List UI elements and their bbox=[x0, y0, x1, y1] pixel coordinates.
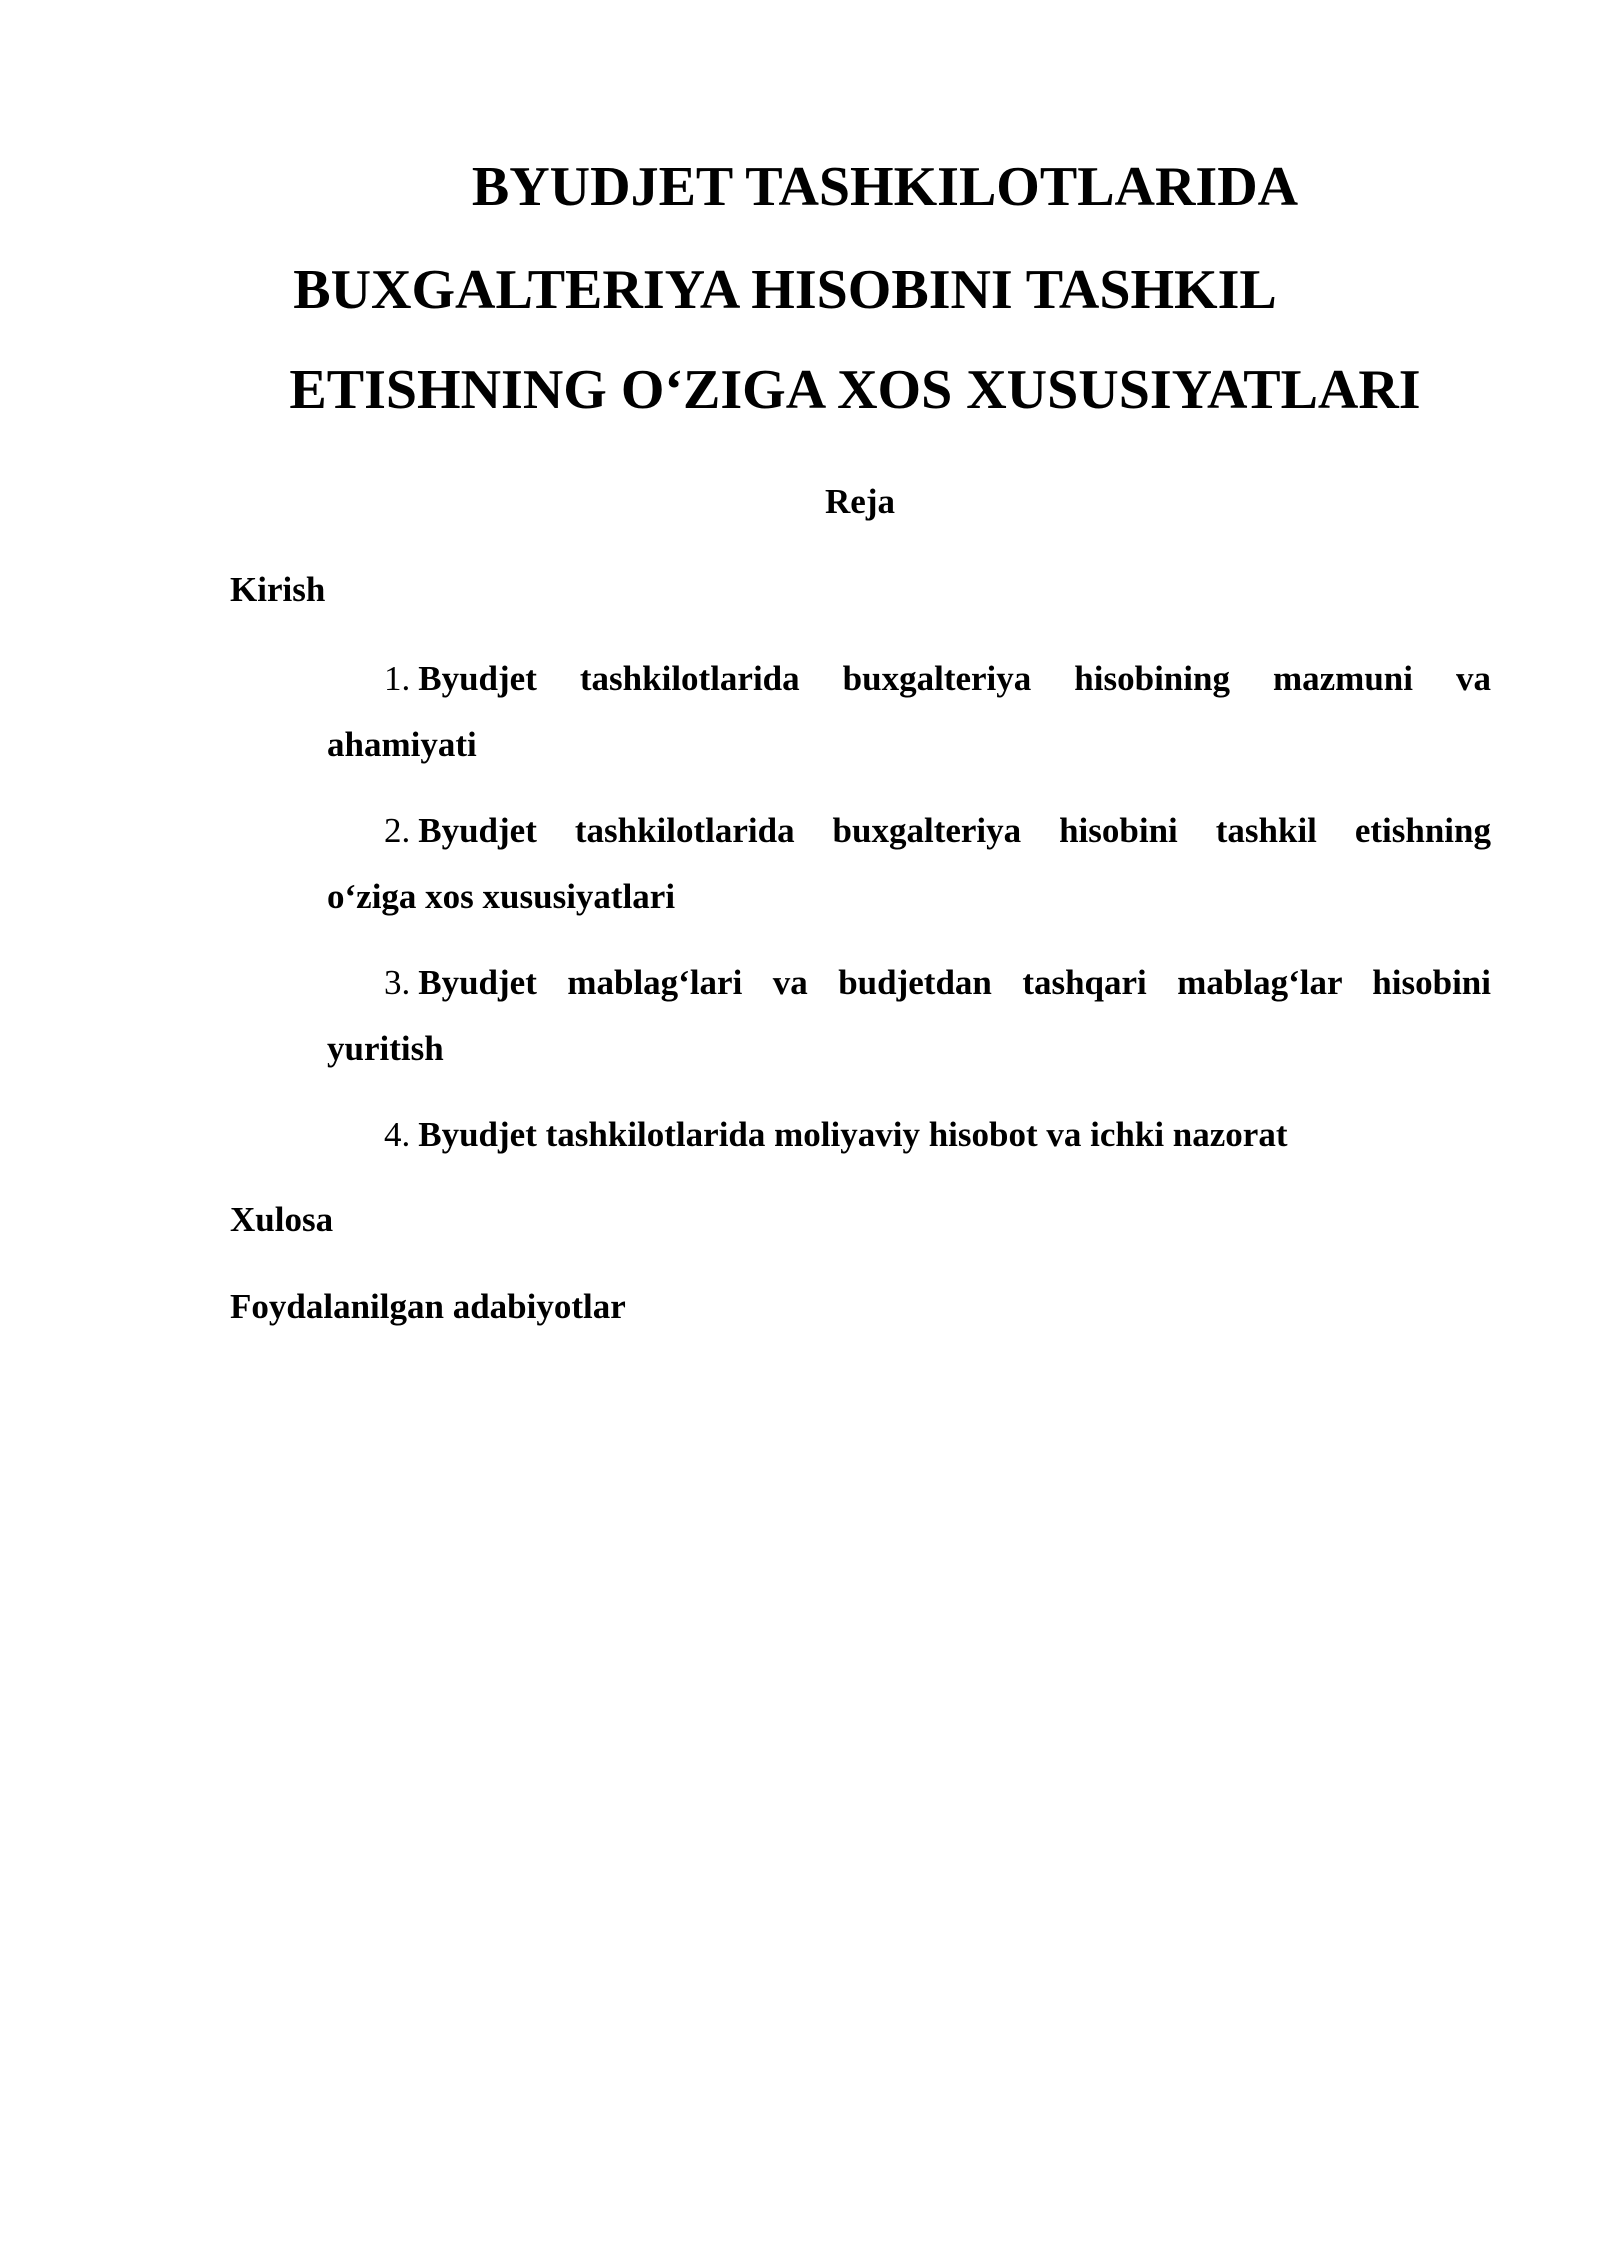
plan-heading: Reja bbox=[825, 482, 895, 521]
plan-item-2-number: 2. bbox=[384, 811, 411, 850]
plan-item-4 bbox=[327, 1102, 1491, 1168]
plan-item-1-line-2: ahamiyati bbox=[327, 725, 477, 764]
plan-item-2-line-2: o‘ziga xos xususiyatlari bbox=[327, 877, 676, 916]
plan-item-2-line-1 bbox=[327, 798, 1491, 864]
plan-item-3 bbox=[327, 950, 1491, 1082]
plan-item-3-text: Byudjet mablag‘lari va budjetdan tashqari mablag‘lar hisobini bbox=[418, 963, 1491, 1002]
plan-item-2-text: Byudjet tashkilotlarida buxgalteriya hisobini tashkil etishning bbox=[418, 811, 1491, 850]
plan-item-4-number: 4. bbox=[384, 1115, 411, 1154]
title-line-3: ETISHNING O‘ZIGA XOS XUSUSIYATLARI bbox=[289, 359, 1421, 421]
plan-item-4-line-1 bbox=[327, 1102, 1491, 1168]
plan-item-4-text: Byudjet tashkilotlarida moliyaviy hisobot va ichki nazorat bbox=[418, 1115, 1288, 1154]
title-line-2: BUXGALTERIYA HISOBINI TASHKIL bbox=[293, 259, 1277, 321]
plan-item-1-line-1 bbox=[327, 646, 1491, 712]
intro-heading: Kirish bbox=[230, 570, 326, 609]
plan-item-3-line-2: yuritish bbox=[327, 1029, 444, 1068]
conclusion-heading: Xulosa bbox=[230, 1200, 334, 1239]
plan-item-1-text: Byudjet tashkilotlarida buxgalteriya hisobining mazmuni va bbox=[418, 659, 1491, 698]
plan-item-1-number: 1. bbox=[384, 659, 411, 698]
title-line-1: BYUDJET TASHKILOTLARIDA bbox=[471, 156, 1299, 218]
plan-item-3-line-1 bbox=[327, 950, 1491, 1016]
plan-item-3-number: 3. bbox=[384, 963, 411, 1002]
plan-item-2 bbox=[327, 798, 1491, 930]
plan-item-1 bbox=[327, 646, 1491, 778]
references-heading: Foydalanilgan adabiyotlar bbox=[230, 1287, 626, 1326]
